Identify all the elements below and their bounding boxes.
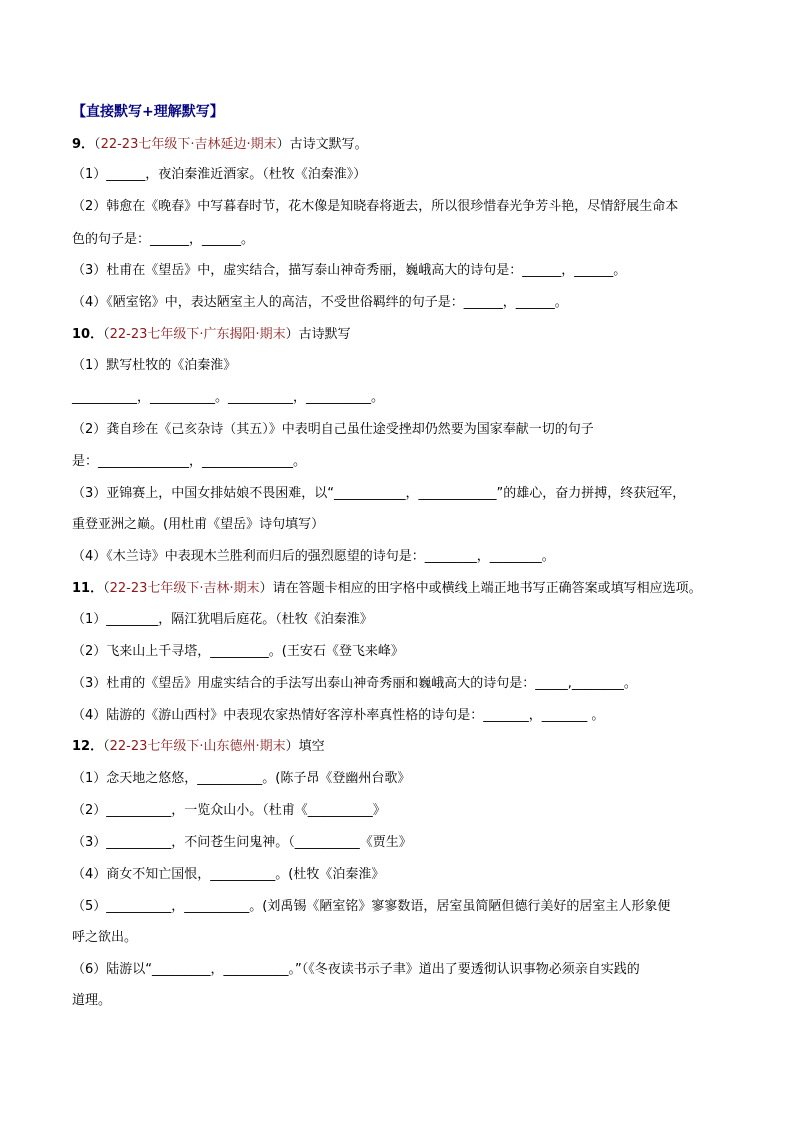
question-line: （2）韩愈在《晚春》中写暮春时节，花木像是知晓春将逝去，所以很珍惜春光争芳斗艳，尽情舒展生命本 bbox=[72, 199, 679, 214]
question-line: （3）亚锦赛上，中国女排姑娘不畏困难，以“___________，____________”的雄心，奋力拼搏，终获冠军， bbox=[72, 486, 686, 501]
question-10-heading: 10．（22-23七年级下·广东揭阳·期末）古诗默写 bbox=[72, 327, 351, 342]
question-number: 12． bbox=[72, 739, 104, 754]
question-title: 请在答题卡相应的田字格中或横线上端正地书写正确答案或填写相应选项。 bbox=[272, 581, 702, 596]
question-line: （2）飞来山上千寻塔，_________。(王安石《登飞来峰》 bbox=[72, 644, 404, 659]
question-line: （3）杜甫在《望岳》中，虚实结合，描写泰山神奇秀丽，巍峨高大的诗句是：______，______。 bbox=[72, 263, 627, 278]
question-line: （4）陆游的《游山西村》中表现农家热情好客淳朴率真性格的诗句是：_______，_______ 。 bbox=[72, 708, 605, 723]
question-line: 色的句子是：______，______。 bbox=[72, 232, 255, 247]
question-line: （2）龚自珍在《己亥杂诗（其五）》中表明自己虽仕途受挫却仍然要为国家奉献一切的句子 bbox=[72, 422, 594, 437]
question-line: （4）商女不知亡国恨，__________。(杜牧《泊秦淮》 bbox=[72, 867, 385, 882]
question-line: 重登亚洲之巅。(用杜甫《望岳》诗句填写） bbox=[72, 517, 325, 532]
question-9-heading: 9．（22-23七年级下·吉林延边·期末）古诗文默写。 bbox=[72, 137, 368, 152]
question-line: （1）念天地之悠悠，__________。(陈子昂《登幽州台歌》 bbox=[72, 771, 411, 786]
question-number: 10． bbox=[72, 327, 104, 342]
question-number: 9． bbox=[72, 137, 95, 152]
question-line: （5）__________，__________。(刘禹锡《陋室铭》寥寥数语，居室虽简陋但德行美好的居室主人形象便 bbox=[72, 899, 671, 914]
question-number: 11． bbox=[72, 581, 104, 596]
question-title: 古诗默写 bbox=[298, 327, 351, 342]
question-source: 22-23七年级下·广东揭阳·期末 bbox=[109, 327, 286, 342]
question-line: 呼之欲出。 bbox=[72, 930, 138, 945]
question-line: 道理。 bbox=[72, 993, 112, 1008]
question-line: （1）________，隔江犹唱后庭花。（杜牧《泊秦淮》 bbox=[72, 612, 373, 627]
question-line: （1）默写杜牧的《泊秦淮》 bbox=[72, 358, 237, 373]
question-line: （1）______，夜泊秦淮近酒家。（杜牧《泊秦淮》） bbox=[72, 167, 367, 182]
question-11-heading: 11．（22-23七年级下·吉林·期末）请在答题卡相应的田字格中或横线上端正地书写正确答案或填写相应选项。 bbox=[72, 581, 702, 596]
question-source: 22-23七年级下·吉林·期末 bbox=[109, 581, 260, 596]
question-line: （3）__________，不问苍生问鬼神。（__________《贾生》 bbox=[72, 835, 412, 850]
question-line: （6）陆游以“_________，__________。”（《冬夜读书示子聿》道出了要透彻认识事物必须亲自实践的 bbox=[72, 962, 640, 977]
question-line: （4）《陋室铭》中，表达陋室主人的高洁，不受世俗羁绊的句子是：______，______。 bbox=[72, 295, 568, 310]
question-source: 22-23七年级下·山东德州·期末 bbox=[109, 739, 286, 754]
question-line: （2）__________，一览众山小。（杜甫《__________》 bbox=[72, 803, 386, 818]
question-line: （4）《木兰诗》中表现木兰胜利而归后的强烈愿望的诗句是：________，________。 bbox=[72, 549, 555, 564]
question-title: 填空 bbox=[298, 739, 325, 754]
question-line: （3）杜甫的《望岳》用虚实结合的手法写出泰山神奇秀丽和巍峨高大的诗句是：_____,________。 bbox=[72, 676, 637, 691]
question-source: 22-23七年级下·吉林延边·期末 bbox=[100, 137, 277, 152]
question-title: 古诗文默写。 bbox=[289, 137, 368, 152]
section-header: 【直接默写+理解默写】 bbox=[72, 104, 224, 120]
question-12-heading: 12．（22-23七年级下·山东德州·期末）填空 bbox=[72, 739, 325, 754]
question-line: 是：______________，______________。 bbox=[72, 454, 307, 469]
question-line: __________，__________。__________，__________。 bbox=[72, 390, 384, 405]
